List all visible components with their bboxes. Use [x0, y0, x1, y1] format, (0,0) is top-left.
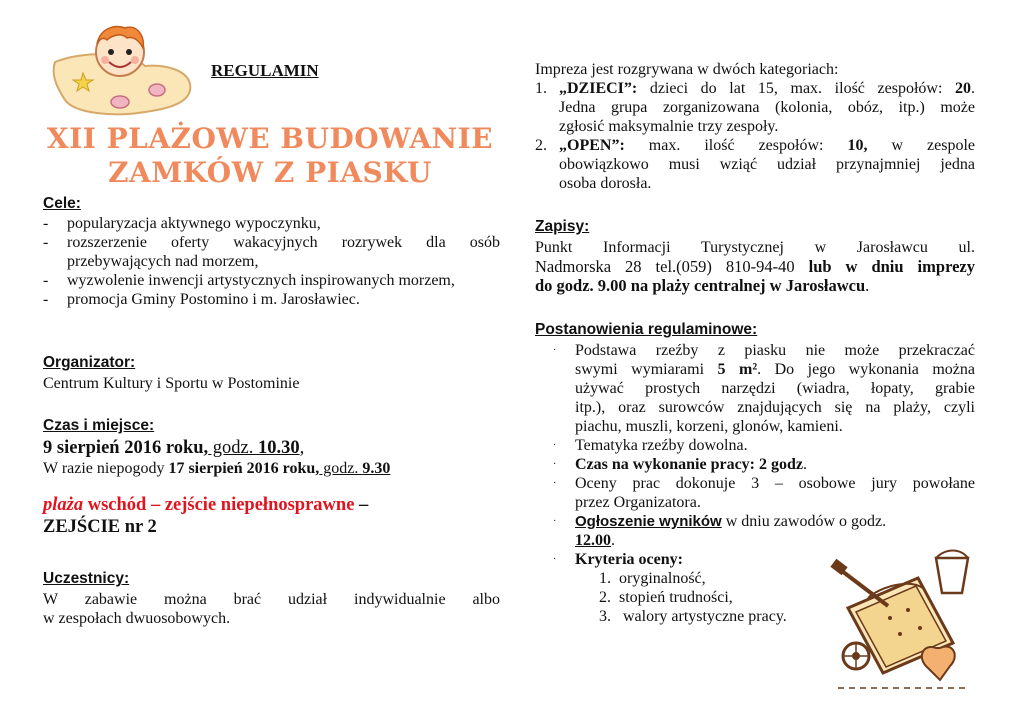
list-item: · Oceny prac dokonuje 3 – osobowe jury powołane przez Organizatora.	[553, 475, 975, 511]
list-item: · Czas na wykonanie pracy: 2 godz.	[553, 456, 808, 473]
organizator-text: Centrum Kultury i Sportu w Postominie	[43, 375, 300, 392]
list-item: - wyzwolenie inwencji artystycznych inspirowanych morzem,	[43, 272, 455, 289]
criteria-item: 3. walory artystyczne pracy.	[599, 608, 787, 625]
shovel-bucket-icon	[828, 548, 978, 698]
czas-section	[43, 417, 503, 538]
organizator-section	[43, 354, 500, 393]
title-line-1: XII PLAŻOWE BUDOWANIE	[46, 122, 494, 155]
criteria-item: 1. oryginalność,	[599, 570, 706, 587]
uczestnicy-section	[43, 570, 500, 628]
event-date-line: 9 sierpień 2016 roku, godz. 10.30,	[43, 438, 305, 458]
list-item: · Podstawa rzeźby z piasku nie może przekraczać swymi wymiarami 5 m². Do jego wykonania można używać prostych narzędzi (wiadra, łopaty, grabie itp.), oraz surowców znajdujących się na plaży, czyli piachu, muszli, korzeni, glonów, kamieni.	[553, 342, 976, 435]
postanowienia-heading: Postanowienia regulaminowe:	[535, 321, 758, 338]
organizator-heading: Organizator:	[43, 354, 136, 371]
zapisy-line-2: Nadmorska 28 tel.(059) 810-94-40 lub w dniu imprezy	[535, 257, 975, 276]
zapisy-line-3: do godz. 9.00 na plaży centralnej w Jarosławcu.	[535, 276, 870, 295]
uczestnicy-line-2: w zespołach dwuosobowych.	[43, 610, 231, 627]
kategorie-section	[535, 60, 975, 193]
zapisy-heading: Zapisy:	[535, 218, 590, 235]
regulamin-label: REGULAMIN	[211, 61, 319, 80]
cele-section	[43, 195, 500, 309]
list-item: - promocja Gminy Postomino i m. Jarosławiec.	[43, 291, 360, 308]
list-item: · Kryteria oceny: 1. oryginalność, 2. stopień trudności, 3. walory artystyczne pracy.	[535, 550, 975, 626]
list-item: - rozszerzenie oferty wakacyjnych rozrywek dla osób przebywających nad morzem,	[43, 234, 500, 270]
czas-heading: Czas i miejsce:	[43, 417, 155, 434]
kategorie-intro: Impreza jest rozgrywana w dwóch kategoriach:	[535, 61, 839, 78]
category-item: 2. „OPEN”: max. ilość zespołów: 10, w zespole obowiązkowo musi wziąć udział przynajmniej jedna osoba dorosła.	[535, 137, 975, 192]
title-line-2: ZAMKÓW Z PIASKU	[108, 156, 432, 189]
uczestnicy-heading: Uczestnicy:	[43, 570, 130, 587]
cele-heading: Cele:	[43, 195, 81, 212]
rain-date-line: W razie niepogody 17 sierpień 2016 roku, godz. 9.30	[43, 460, 391, 477]
zapisy-line-1: Punkt Informacji Turystycznej w Jarosławcu ul.	[535, 239, 975, 256]
list-item: - popularyzacja aktywnego wypoczynku,	[43, 215, 321, 232]
place-line-2: ZEJŚCIE nr 2	[43, 517, 157, 537]
kid-in-sand-icon	[45, 22, 195, 118]
zapisy-section	[535, 218, 975, 295]
list-item: · Tematyka rzeźby dowolna.	[553, 437, 748, 454]
category-item: 1. „DZIECI”: dzieci do lat 15, max. ilość zespołów: 20. Jedna grupa zorganizowana (kolonia, obóz, itp.) może zgłosić maksymalnie trzy zespoły.	[535, 80, 975, 135]
criteria-item: 2. stopień trudności,	[599, 589, 733, 606]
uczestnicy-line-1: W zabawie można brać udział indywidualnie albo	[43, 591, 500, 608]
place-line: plaża wschód – zejście niepełnosprawne –	[43, 495, 369, 515]
page-title	[40, 122, 500, 190]
list-item: · Ogłoszenie wyników w dniu zawodów o godz. 12.00.	[553, 513, 887, 549]
